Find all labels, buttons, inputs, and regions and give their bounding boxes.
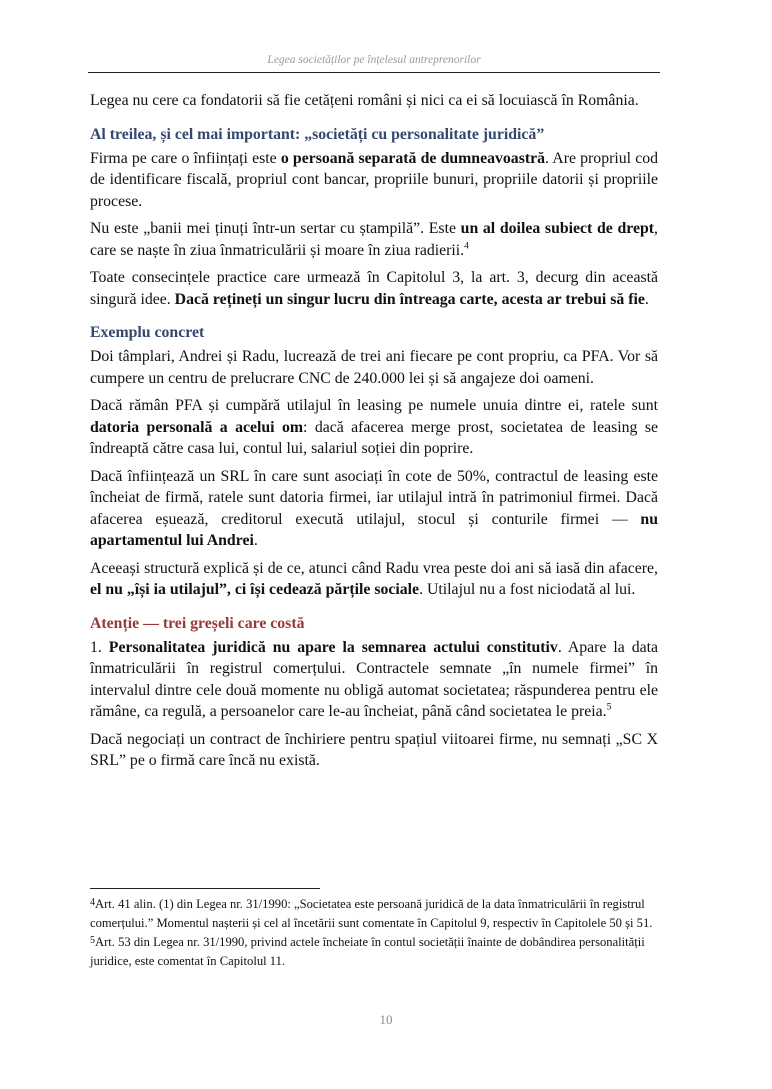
paragraph-srl-leasing: Dacă înființează un SRL în care sunt asociați în cote de 50%, contractul de leasing este încheiat de firmă, ratele sunt datoria firmei, iar utilajul intră în patrimoniul firmei. Dacă afacerea eșuează, creditorul execută utilajul, stocul și conturile firmei — nu apartamentul lui Andrei.: [90, 467, 658, 549]
footnotes: [90, 895, 660, 971]
paragraph-carpenters: Doi tâmplari, Andrei și Radu, lucrează de trei ani fiecare pe cont propriu, ca PFA. Vor să cumpere un centru de prelucrare CNC de 240.000 lei și să angajeze doi oameni.: [90, 348, 658, 387]
page-number: 10: [379, 1012, 393, 1027]
paragraph-social-shares: Aceeași structură explică și de ce, atunci când Radu vrea peste doi ani să iasă din afacere, el nu „își ia utilajul”, ci își cedează părțile sociale. Utilajul nu a fost niciodată al lui.: [90, 559, 658, 598]
header-divider: [88, 72, 660, 73]
intro-paragraph: Legea nu cere ca fondatorii să fie cetățeni români și nici ca ei să locuiască în România.: [90, 92, 639, 109]
footnote-divider: [90, 888, 320, 889]
running-header: Legea societăților pe înțelesul antreprenorilor: [267, 54, 481, 66]
section-heading-warning: Atenție — trei greșeli care costă: [90, 614, 305, 632]
paragraph-rental-contract: Dacă negociați un contract de închiriere pentru spațiul viitoarei firme, nu semnați „SC X SRL” pe o firmă care încă nu există.: [90, 730, 658, 769]
footnote-ref-4[interactable]: 4: [464, 241, 469, 252]
section-heading-example: Exemplu concret: [90, 324, 205, 341]
paragraph-consequences: Toate consecințele practice care urmează în Capitolul 3, la art. 3, decurg din această singură idee. Dacă rețineți un singur lucru din întreaga carte, acesta ar trebui să fie.: [90, 269, 658, 308]
footnote-item: $^5$Art. 53 din Legea nr. 31/1990, privind actele încheiate în contul societății înainte de dobândirea personalității juridice, este comentat în Capitolul 11.: [90, 935, 645, 968]
footnote-ref-5[interactable]: 5: [606, 702, 612, 713]
page-body: [90, 90, 658, 778]
paragraph-second-subject: Nu este „banii mei ținuți într-un sertar cu ștampilă”. Este un al doilea subiect de drept, care se naște în ziua înmatriculării și moare în ziua radierii.$^4$: [90, 220, 658, 259]
section-heading-personality: Al treilea, și cel mai important: „societăți cu personalitate juridică”: [90, 125, 545, 143]
paragraph-separate-person: Firma pe care o înființați este o persoană separată de dumneavoastră. Are propriul cod de identificare fiscală, propriul cont bancar, propriile bunuri, propriile datorii și propriile procese.: [90, 149, 659, 210]
paragraph-mistake-one: 1. Personalitatea juridică nu apare la semnarea actului constitutiv. Apare la data înmatriculării în registrul comerțului. Contractele semnate „în numele firmei” în intervalul dintre cele două momente nu obligă automat societatea; răspunderea pentru ele rămâne, ca regulă, a persoanelor care le-au încheiat, până când societatea le preia.$^5$: [90, 638, 658, 720]
paragraph-pfa-leasing: Dacă rămân PFA și cumpără utilajul în leasing pe numele unuia dintre ei, ratele sunt datoria personală a acelui om: dacă afacerea merge prost, societatea de leasing se îndreaptă către casa lui, contul lui, salariul soției din poprire.: [90, 397, 658, 457]
footnote-item: $^4$Art. 41 alin. (1) din Legea nr. 31/1990: „Societatea este persoană juridică de la data înmatriculării în registrul comerțului.” Momentul nașterii și cel al încetării sunt comentate în Capitolul 9, respectiv în Capitolele 50 și 51.: [90, 897, 653, 930]
